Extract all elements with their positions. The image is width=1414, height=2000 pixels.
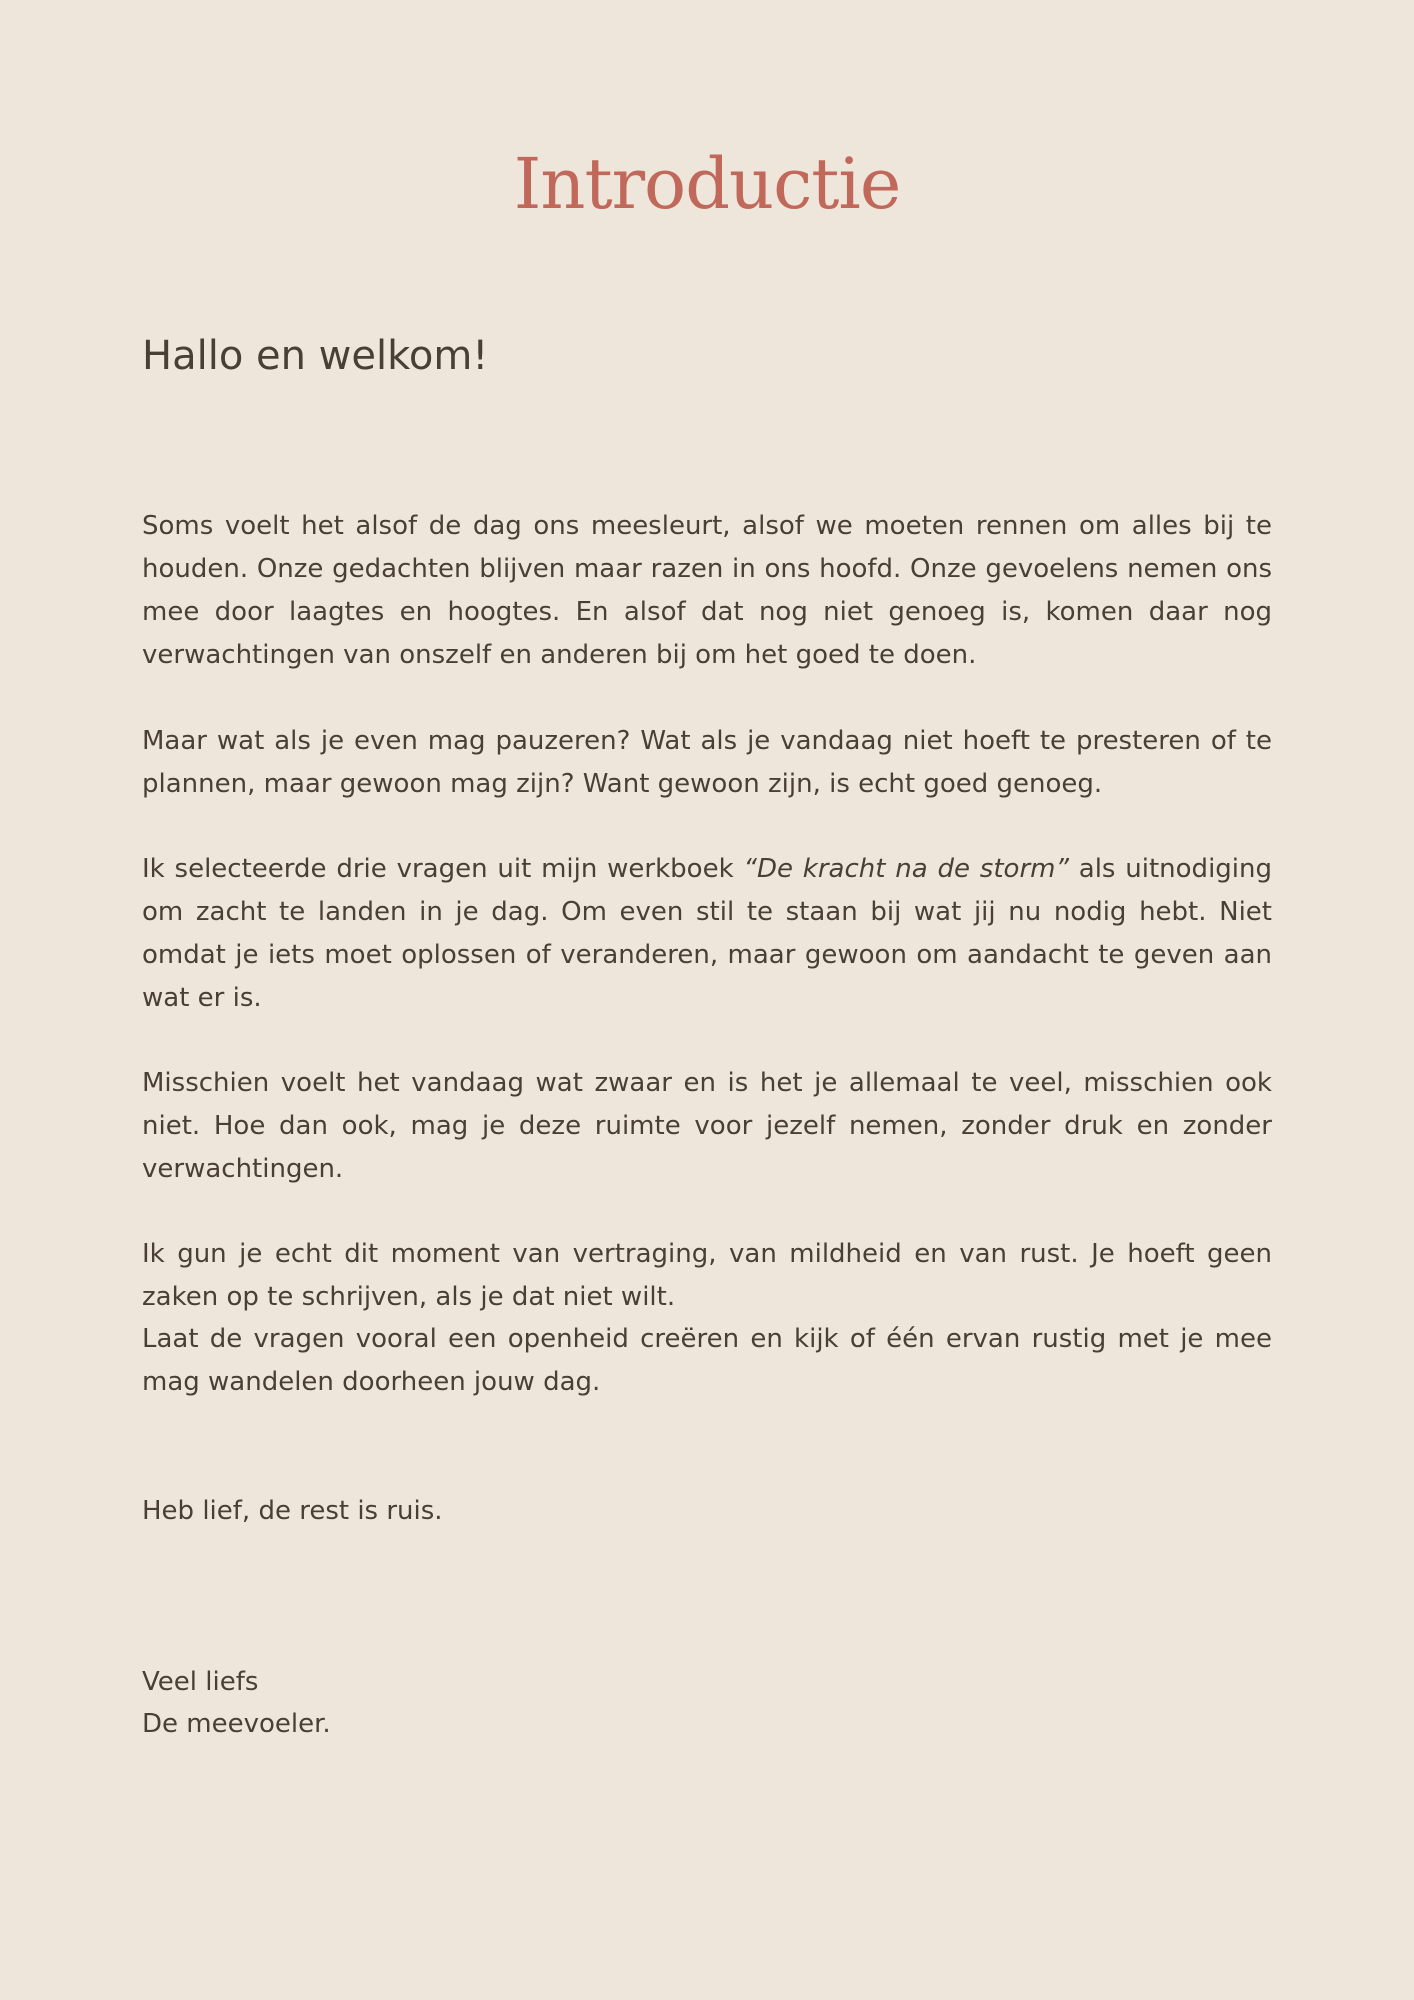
- paragraph-questions: Laat de vragen vooral een openheid creëren en kijk of één ervan rustig met je mee mag wandelen doorheen jouw dag.: [142, 1324, 1272, 1397]
- paragraph-heavy-day: Misschien voelt het vandaag wat zwaar en is het je allemaal te veel, misschien ook niet. Hoe dan ook, mag je deze ruimte voor jezelf nemen, zonder druk en zonder verwachtingen.: [142, 1068, 1272, 1184]
- paragraph-workbook: [142, 848, 1272, 1020]
- closing-line: Heb lief, de rest is ruis.: [142, 1496, 443, 1526]
- page-subtitle: Hallo en welkom!: [142, 333, 489, 379]
- page-title: Introductie: [513, 143, 901, 225]
- paragraph-slowing-down: Ik gun je echt dit moment van vertraging, van mildheid en van rust. Je hoeft geen zaken op te schrijven, als je dat niet wilt.: [142, 1239, 1272, 1312]
- paragraph-workbook-start: Ik selecteerde drie vragen uit mijn werkboek: [142, 854, 744, 884]
- signature-greeting: Veel liefs: [142, 1667, 259, 1697]
- paragraph-workbook-end: als uitnodiging om zacht te landen in je dag. Om even stil te staan bij wat jij nu nodig hebt. Niet omdat je iets moet oplossen of veranderen, maar gewoon om aandacht te geven aan wat er is.: [142, 854, 1272, 1013]
- paragraph-intro: Soms voelt het alsof de dag ons meesleurt, alsof we moeten rennen om alles bij te houden. Onze gedachten blijven maar razen in ons hoofd. Onze gevoelens nemen ons mee door laagtes en hoogtes. En alsof dat nog niet genoeg is, komen daar nog verwachtingen van onszelf en anderen bij om het goed te doen.: [142, 511, 1272, 670]
- signature-name: De meevoeler.: [142, 1709, 331, 1739]
- book-title: “De kracht na de storm”: [743, 854, 1069, 884]
- paragraph-pause: Maar wat als je even mag pauzeren? Wat als je vandaag niet hoeft te presteren of te plannen, maar gewoon mag zijn? Want gewoon zijn, is echt goed genoeg.: [142, 726, 1272, 799]
